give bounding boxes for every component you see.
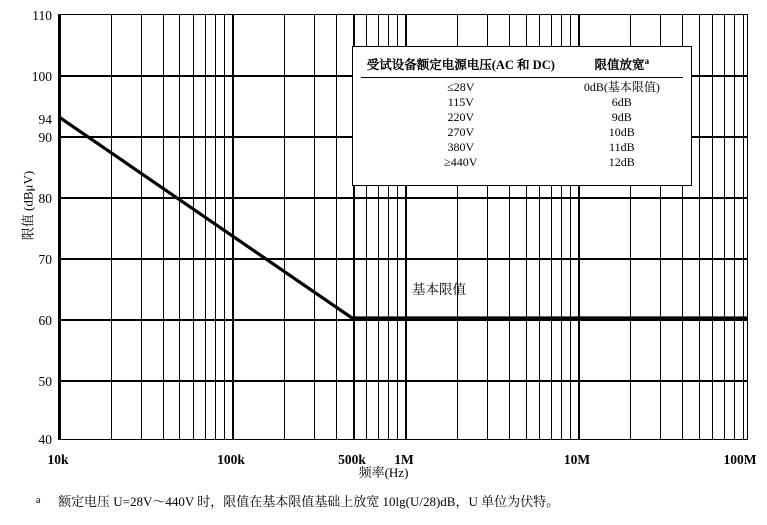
cell-voltage: 115V [447, 94, 474, 109]
gridline-x-60k [193, 15, 194, 439]
table-row [361, 94, 683, 109]
y-tick-100: 100 [31, 69, 52, 84]
footnote [36, 494, 758, 511]
gridline-x-20k [111, 15, 112, 439]
gridline-x-70M [724, 15, 725, 439]
gridline-x-50k [179, 15, 180, 439]
x-tick-10k: 10k [47, 452, 69, 467]
x-axis-title: 频率(Hz) [358, 465, 409, 480]
table-header-relax [561, 53, 683, 78]
cell-voltage: 270V [447, 124, 475, 139]
y-tick-94: 94 [38, 112, 52, 127]
cell-relax: 0dB(基本限值) [583, 79, 660, 94]
y-tick-70: 70 [38, 252, 52, 267]
footnote-marker-sup: a [644, 55, 650, 66]
gridline-x-30k [141, 15, 142, 439]
gridline-x-400k [336, 15, 337, 439]
table-row [361, 140, 683, 155]
cell-voltage: ≥440V [444, 155, 478, 170]
table-row [361, 79, 683, 94]
y-tick-60: 60 [38, 313, 52, 328]
y-tick-50: 50 [38, 374, 52, 389]
y-tick-90: 90 [38, 130, 52, 145]
gridline-x-90k [224, 15, 225, 439]
table-header-relax-text: 限值放宽 [594, 58, 645, 72]
y-tick-80: 80 [38, 191, 52, 206]
gridline-x-80k [215, 15, 216, 439]
x-tick-500k: 500k [338, 452, 366, 467]
table-row [361, 124, 683, 139]
limit-relaxation-table [352, 46, 692, 186]
gridline-x-70k [205, 15, 206, 439]
table-header-row [361, 53, 683, 78]
table-header-voltage: 受试设备额定电源电压(AC 和 DC) [366, 58, 555, 72]
table-row [361, 109, 683, 124]
gridline-x-10k [59, 15, 61, 439]
gridline-x-200k [284, 15, 285, 439]
cell-relax: 9dB [611, 109, 632, 124]
gridline-x-60M [712, 15, 713, 439]
x-tick-100k: 100k [217, 452, 245, 467]
x-tick-1M: 1M [394, 452, 414, 467]
gridline-x-300k [314, 15, 315, 439]
x-tick-10M: 10M [563, 452, 591, 467]
table [361, 53, 683, 170]
cell-relax: 11dB [609, 140, 635, 155]
cell-voltage: 380V [447, 140, 475, 155]
gridline-x-80M [734, 15, 735, 439]
footnote-marker: a [36, 495, 41, 506]
y-tick-40: 40 [38, 432, 52, 447]
y-axis-title: 限值 (dBμV) [20, 170, 36, 241]
gridline-x-50M [699, 15, 700, 439]
cell-voltage: 220V [447, 109, 475, 124]
footnote-text: 额定电压 U=28V～440V 时，限值在基本限值基础上放宽 10lg(U/28)dB，U 单位为伏特。 [58, 494, 560, 509]
gridline-x-100k [232, 15, 234, 439]
cell-voltage: ≤28V [447, 79, 475, 94]
cell-relax: 6dB [611, 94, 632, 109]
cell-relax: 12dB [608, 155, 635, 170]
x-tick-100M: 100M [723, 452, 757, 467]
gridline-x-40k [163, 15, 164, 439]
table-row [361, 155, 683, 170]
cell-relax: 10dB [608, 124, 635, 139]
basic-limit-annotation: 基本限值 [412, 282, 466, 297]
gridline-x-90M [743, 15, 744, 439]
y-tick-110: 110 [32, 8, 52, 23]
